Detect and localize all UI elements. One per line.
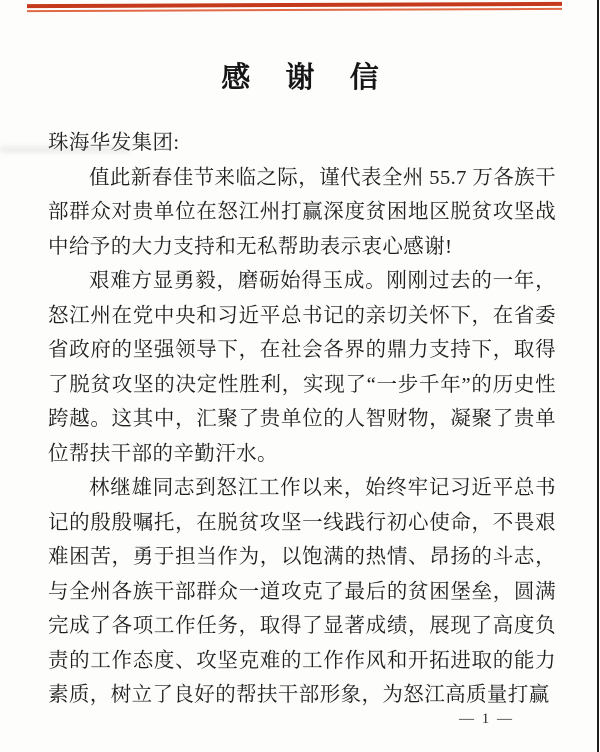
- header-rule-bottom-line: [27, 8, 562, 12]
- salutation: 珠海华发集团:: [48, 132, 180, 154]
- letter-body: [48, 126, 556, 713]
- paragraph-1: 值此新春佳节来临之际，谨代表全州 55.7 万各族干部群众对贵单位在怒江州打赢深度贫困地区脱贫攻坚战中给予的大力支持和无私帮助表示衷心感谢!: [48, 166, 556, 258]
- scan-edge-line: [597, 0, 599, 752]
- paragraph-3: 林继雄同志到怒江工作以来，始终牢记习近平总书记的殷殷嘱托，在脱贫攻坚一线践行初心使命，不畏艰难困苦，勇于担当作为，以饱满的热情、昂扬的斗志，与全州各族干部群众一道攻克了最后的贫困堡垒，圆满完成了各项工作任务，取得了显著成绩，展现了高度负责的工作态度、攻坚克难的工作作风和开拓进取的能力素质，树立了良好的帮扶干部形象，为怒江高质量打赢: [48, 477, 556, 706]
- letter-title: 感 谢 信: [221, 62, 393, 94]
- page-number: — 1 —: [459, 711, 514, 727]
- scan-smudge: [0, 146, 130, 153]
- paragraph-2: 艰难方显勇毅，磨砺始得玉成。刚刚过去的一年，怒江州在党中央和习近平总书记的亲切关怀下，在省委省政府的坚强领导下，在社会各界的鼎力支持下，取得了脱贫攻坚的决定性胜利，实现了“一步千年”的历史性跨越。这其中，汇聚了贵单位的人智财物，凝聚了贵单位帮扶干部的辛勤汗水。: [48, 270, 556, 465]
- header-rule: [27, 2, 562, 12]
